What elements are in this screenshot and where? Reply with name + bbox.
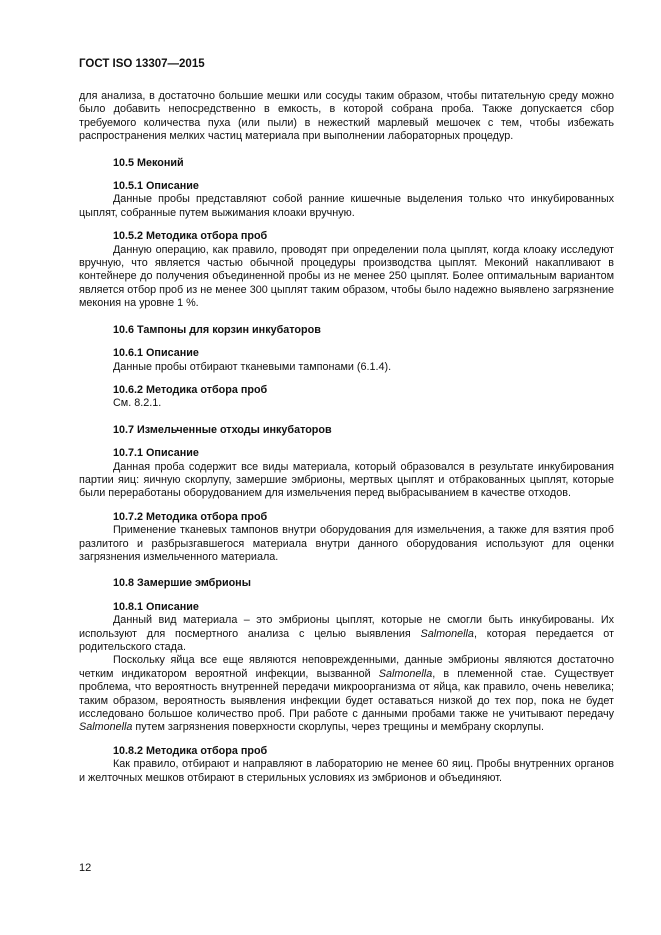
italic-term: Salmonella: [420, 627, 474, 640]
section-10-8-1-title: 10.8.1 Описание: [113, 600, 199, 613]
section-10-5-2-text: Данную операцию, как правило, проводят при определении пола цыплят, когда клоаку исследуют вручную, что является частью обычной процедуры производства цыплят. Меконий накапливают в контейнере до получения объединенной пробы из не менее 250 цыплят. Более оптимальным вариантом является отбор проб из не менее 300 цыплят таким образом, чтобы было надежно выявлено загрязнение мекония на уровне 1 %.: [79, 243, 614, 310]
section-10-6-2-title: 10.6.2 Методика отбора проб: [113, 383, 268, 396]
section-10-6-1-text: Данные пробы отбирают тканевыми тампонами (6.1.4).: [113, 360, 392, 373]
section-10-7-2-title: 10.7.2 Методика отбора проб: [113, 510, 268, 523]
section-10-7-1-title: 10.7.1 Описание: [113, 447, 199, 460]
section-10-5-1-text: Данные пробы представляют собой ранние кишечные выделения только что инкубированных цыплят, собранные путем выжимания клоаки вручную.: [79, 193, 614, 219]
section-10-6-1-title: 10.6.1 Описание: [113, 347, 199, 360]
section-10-7-2-text: Применение тканевых тампонов внутри оборудования для измельчения, а также для взятия проб разлитого и разбрызгавшегося материала внутри данного оборудования используют для оценки загрязнения измельченного материала.: [79, 524, 614, 563]
document-page: [79, 58, 614, 785]
section-10-6-title: 10.6 Тампоны для корзин инкубаторов: [113, 323, 321, 336]
document-header: ГОСТ ISO 13307—2015: [79, 58, 205, 70]
italic-term: Salmonella: [79, 721, 133, 734]
intro-paragraph: для анализа, в достаточно большие мешки или сосуды таким образом, чтобы питательную среду можно было добавить непосредственно в емкость, в которой собрана проба. Также допускается сбор требуемого количества пуха (или пыли) в нежесткий марлевый мешочек с тем, чтобы избежать распространения мелких частиц материала при выполнении лабораторных процедур.: [79, 90, 614, 143]
text-run: , в племенной стае. Существует проблема, что вероятность внутренней передачи микроорганизма от яйца, как правило, очень невелика; таким образом, вероятность выявления инфекции будет оставаться низкой до тех пор, пока не будет исследовано большое количество проб. При работе с данными пробами также не учитывают передачу: [79, 667, 614, 721]
section-10-8-2-title: 10.8.2 Методика отбора проб: [113, 744, 268, 757]
text-run: , которая передается от родительского стада.: [79, 627, 615, 653]
section-10-5-title: 10.5 Меконий: [113, 156, 184, 169]
text-run: путем загрязнения поверхности скорлупы, через трещины и мембрану скорлупы.: [132, 721, 545, 734]
italic-term: Salmonella: [378, 667, 433, 680]
text-run: Данный вид материала – это эмбрионы цыплят, которые не смогли быть инкубированы. Их используют для посмертного анализа с целью выявления: [79, 614, 614, 640]
section-10-8-1-paragraph-2: [79, 654, 614, 734]
section-10-7-1-text: Данная проба содержит все виды материала, который образовался в результате инкубирования партии яиц: яичную скорлупу, замершие эмбрионы, мертвых цыплят и отбракованных цыплят, которые были переработаны оборудованием для измельчения перед выбрасыванием в качестве отходов.: [79, 460, 614, 500]
text-run: Поскольку яйца все еще являются неповрежденными, данные эмбрионы являются достаточно четким индикатором вероятной инфекции, вызванной: [79, 654, 614, 680]
page-number: 12: [79, 862, 92, 874]
section-10-8-1-paragraph-1: [79, 614, 614, 654]
section-10-8-title: 10.8 Замершие эмбрионы: [113, 577, 251, 590]
section-10-7-title: 10.7 Измельченные отходы инкубаторов: [113, 423, 332, 436]
section-10-8-2-text: Как правило, отбирают и направляют в лабораторию не менее 60 яиц. Пробы внутренних органов и желточных мешков отбирают в стерильных условиях из эмбрионов и объединяют.: [79, 758, 614, 784]
section-10-5-1-title: 10.5.1 Описание: [113, 180, 199, 193]
section-10-6-2-text: См. 8.2.1.: [113, 397, 162, 410]
section-10-5-2-title: 10.5.2 Методика отбора проб: [113, 230, 268, 243]
